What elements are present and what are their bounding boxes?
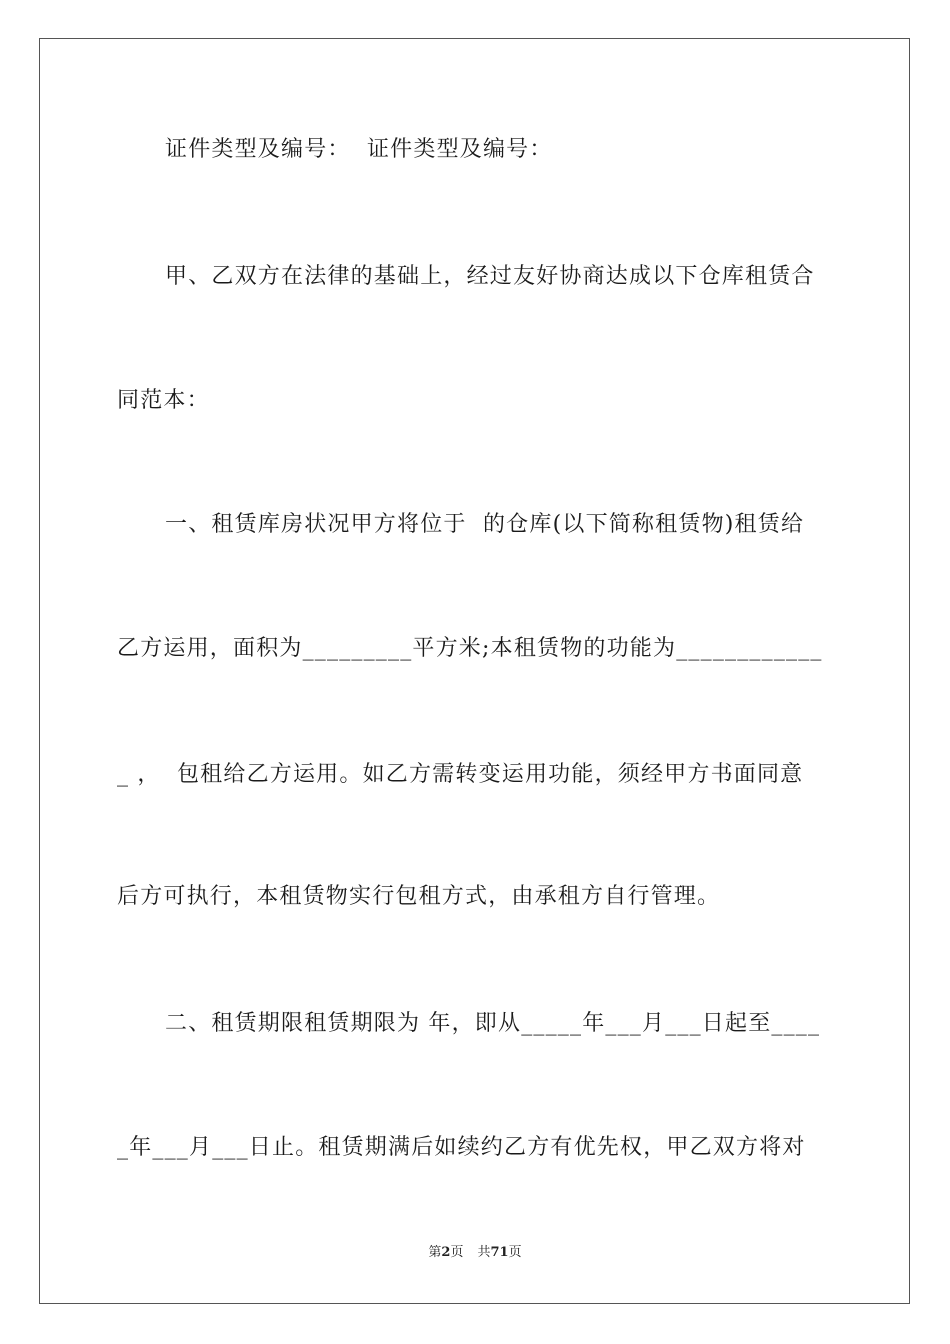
page-footer	[0, 1244, 950, 1262]
total-prefix: 共	[477, 1245, 491, 1260]
text-line-9: _年___月___日止。租赁期满后如续约乙方有优先权，甲乙双方将对	[117, 1135, 806, 1160]
text-line-4: 一、租赁库房状况甲方将位于 的仓库(以下简称租赁物)租赁给	[165, 512, 805, 537]
total-pages: 71	[490, 1245, 509, 1260]
page-prefix: 第	[428, 1245, 442, 1260]
text-line-8: 二、租赁期限租赁期限为 年，即从_____年___月___日起至____	[165, 1011, 821, 1036]
text-line-6: _ ， 包租给乙方运用。如乙方需转变运用功能，须经甲方书面同意	[117, 762, 804, 787]
text-line-5: 乙方运用，面积为_________平方米;本租赁物的功能为____________	[117, 636, 823, 661]
page-frame	[39, 38, 910, 1304]
page-number: 2	[441, 1245, 451, 1260]
text-line-2: 甲、乙双方在法律的基础上，经过友好协商达成以下仓库租赁合	[165, 264, 815, 289]
text-line-1: 证件类型及编号： 证件类型及编号：	[165, 137, 553, 162]
page-suffix: 页	[450, 1245, 464, 1260]
total-suffix: 页	[508, 1245, 522, 1260]
text-line-7: 后方可执行，本租赁物实行包租方式，由承租方自行管理。	[117, 884, 721, 909]
text-line-3: 同范本：	[117, 388, 210, 413]
